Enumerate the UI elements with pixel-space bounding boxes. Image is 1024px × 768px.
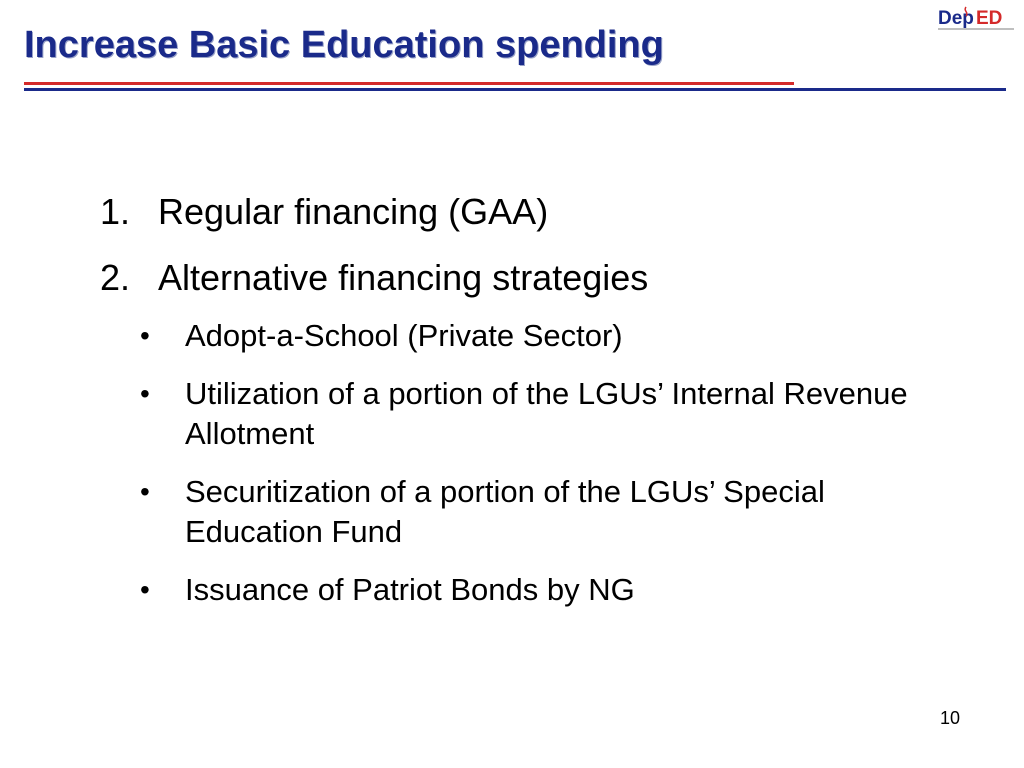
bullet-list (140, 316, 980, 610)
bullet-item (140, 472, 980, 552)
bullet-text: Issuance of Patriot Bonds by NG (185, 572, 635, 607)
bullet-item (140, 570, 980, 610)
item-number: 2. (100, 257, 131, 298)
numbered-item (100, 256, 980, 300)
bullet-icon: • (140, 574, 150, 605)
item-text: Regular financing (GAA) (158, 191, 549, 232)
deped-logo (936, 4, 1016, 34)
svg-text:Dep: Dep (938, 8, 974, 29)
bullet-text: Securitization of a portion of the LGUs’ Special Education Fund (185, 474, 825, 549)
bullet-text: Adopt-a-School (Private Sector) (185, 318, 623, 353)
numbered-item (100, 190, 980, 234)
item-number: 1. (100, 191, 131, 232)
svg-text:ED: ED (976, 8, 1003, 29)
bullet-item (140, 316, 980, 356)
bullet-icon: • (140, 320, 150, 351)
bullet-icon: • (140, 476, 150, 507)
bullet-item (140, 374, 980, 454)
title-underline-red (24, 82, 794, 85)
bullet-icon: • (140, 378, 150, 409)
slide-title: Increase Basic Education spending (24, 24, 664, 66)
bullet-text: Utilization of a portion of the LGUs’ Internal Revenue Allotment (185, 376, 908, 451)
title-underline-blue (24, 88, 1006, 91)
slide-body (100, 190, 980, 628)
page-number: 10 (940, 708, 961, 728)
item-text: Alternative financing strategies (158, 257, 649, 298)
